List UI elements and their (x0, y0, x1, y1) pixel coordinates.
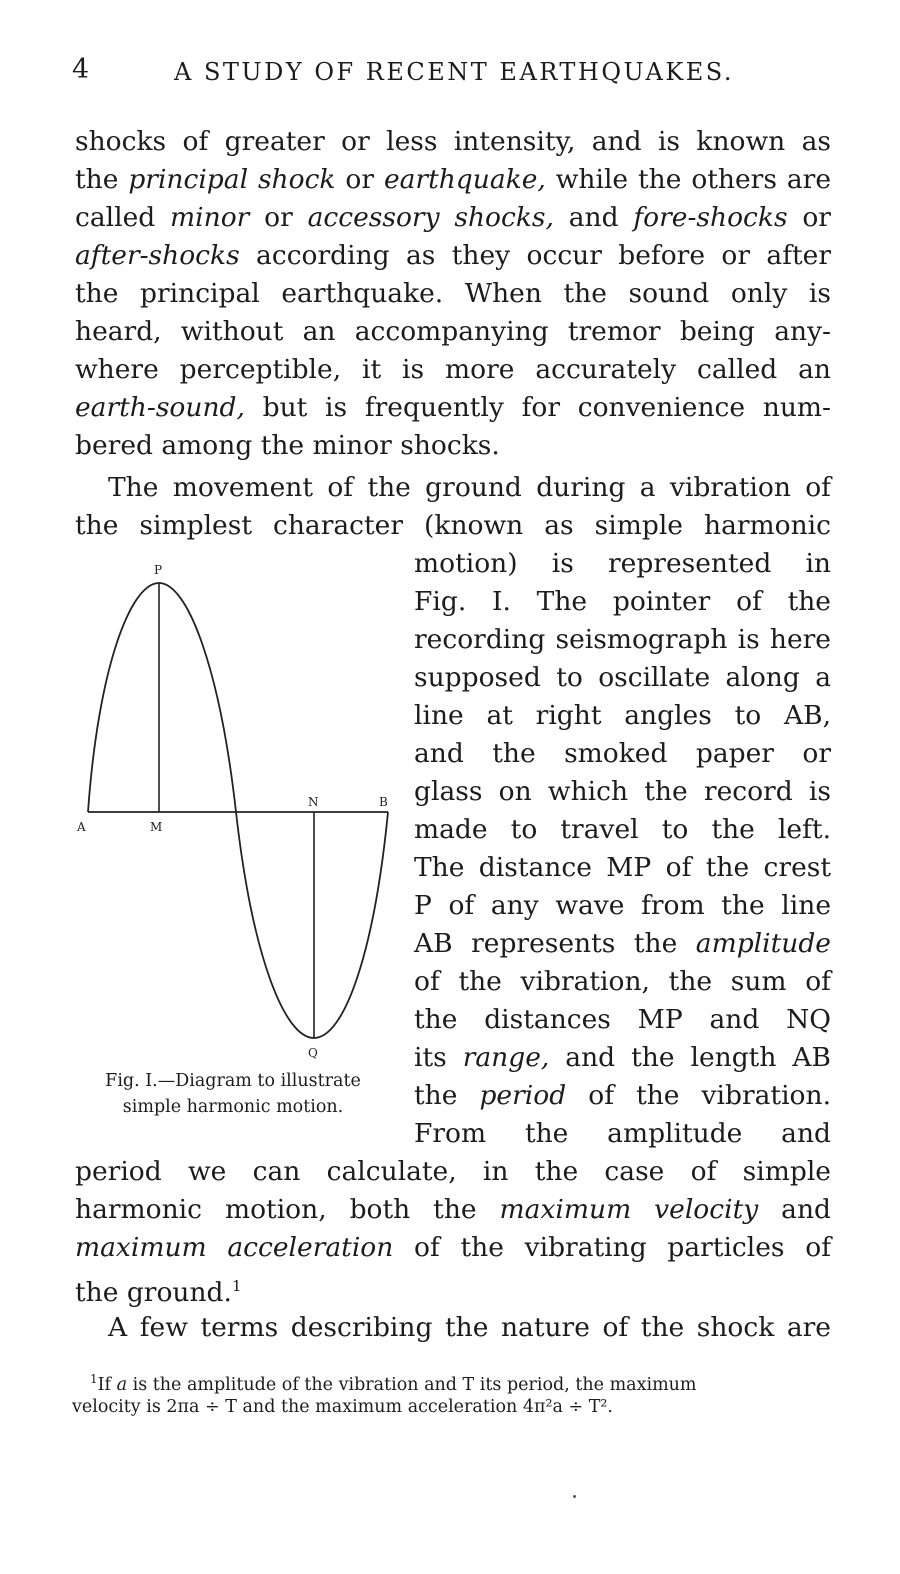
text-line: the principal shock or earthquake, while the others are (75, 164, 831, 195)
text-line: supposed to oscillate along a (414, 662, 831, 693)
text-line: earth-sound, but is frequently for convenience num- (75, 392, 831, 423)
text-line: heard, without an accompanying tremor being any- (75, 316, 831, 347)
text-line: Fig. I. The pointer of the (414, 586, 831, 617)
footnote-reference: 1 (231, 1277, 242, 1295)
text-line: P of any wave from the line (414, 890, 831, 921)
text-line: glass on which the record is (414, 776, 831, 807)
label-M: M (150, 820, 163, 834)
term-period: period (479, 1080, 567, 1111)
term-minor: minor (170, 202, 250, 233)
text-line: the ground.$^1$ (75, 1276, 242, 1308)
label-N: N (308, 795, 319, 809)
text-line: line at right angles to AB, (414, 700, 831, 731)
text-line: called minor or accessory shocks, and fore-shocks or (75, 202, 831, 233)
term-range: range, (462, 1042, 550, 1073)
text-line: where perceptible, it is more accurately called an (75, 354, 831, 385)
text-line: The distance MP of the crest (414, 852, 831, 883)
sine-wave (88, 583, 388, 1038)
figure-simple-harmonic-motion (70, 560, 400, 1080)
text-line: shocks of greater or less intensity, and is known as (75, 126, 831, 157)
text-line: the simplest character (known as simple harmonic (75, 510, 831, 541)
text-line: maximum acceleration of the vibrating particles of (75, 1232, 832, 1263)
label-P: P (154, 563, 163, 577)
term-earthquake: earthquake, (383, 164, 546, 195)
footnote-line: velocity is 2πa ÷ T and the maximum acceleration 4π²a ÷ T². (72, 1397, 613, 1417)
footnote-line: $^1$If a is the amplitude of the vibration and T its period, the maximum (90, 1372, 697, 1395)
label-B: B (379, 795, 388, 809)
text-line: made to travel to the left. (414, 814, 831, 845)
text-line: motion) is represented in (414, 548, 831, 579)
ink-speck (573, 1495, 576, 1498)
text-line: AB represents the amplitude (414, 928, 831, 959)
page-number: 4 (72, 54, 90, 85)
term-after-shocks: after-shocks (75, 240, 240, 271)
term-fore-shocks: fore-shocks (633, 202, 788, 233)
text-line: the distances MP and NQ (414, 1004, 831, 1035)
text-line: the principal earthquake. When the sound only is (75, 278, 831, 309)
text-line: The movement of the ground during a vibration of (108, 472, 831, 503)
text-line: the period of the vibration. (414, 1080, 831, 1111)
term-accessory-shocks: accessory shocks, (307, 202, 554, 233)
text-line: of the vibration, the sum of (414, 966, 831, 997)
figure-caption: Fig. I.—Diagram to illustrate simple harmonic motion. (105, 1071, 361, 1117)
text-line: and the smoked paper or (414, 738, 831, 769)
text-line: bered among the minor shocks. (75, 430, 500, 461)
term-maximum-acceleration: maximum acceleration (75, 1232, 394, 1263)
text-line: recording seismograph is here (414, 624, 831, 655)
running-header (72, 54, 832, 94)
text-line: harmonic motion, both the maximum velocity and (75, 1194, 831, 1225)
term-amplitude: amplitude (695, 928, 831, 959)
label-Q: Q (308, 1046, 318, 1060)
text-line: A few terms describing the nature of the shock are (108, 1312, 831, 1343)
term-principal-shock: principal shock (128, 164, 336, 195)
text-line: period we can calculate, in the case of simple (75, 1156, 831, 1187)
running-title: A STUDY OF RECENT EARTHQUAKES. (174, 58, 735, 86)
text-line: its range, and the length AB (414, 1042, 831, 1073)
term-earth-sound: earth-sound, (75, 392, 245, 423)
term-maximum-velocity: maximum velocity (499, 1194, 759, 1225)
label-A: A (77, 820, 86, 834)
text-line: From the amplitude and (414, 1118, 831, 1149)
text-line: after-shocks according as they occur before or after (75, 240, 831, 271)
